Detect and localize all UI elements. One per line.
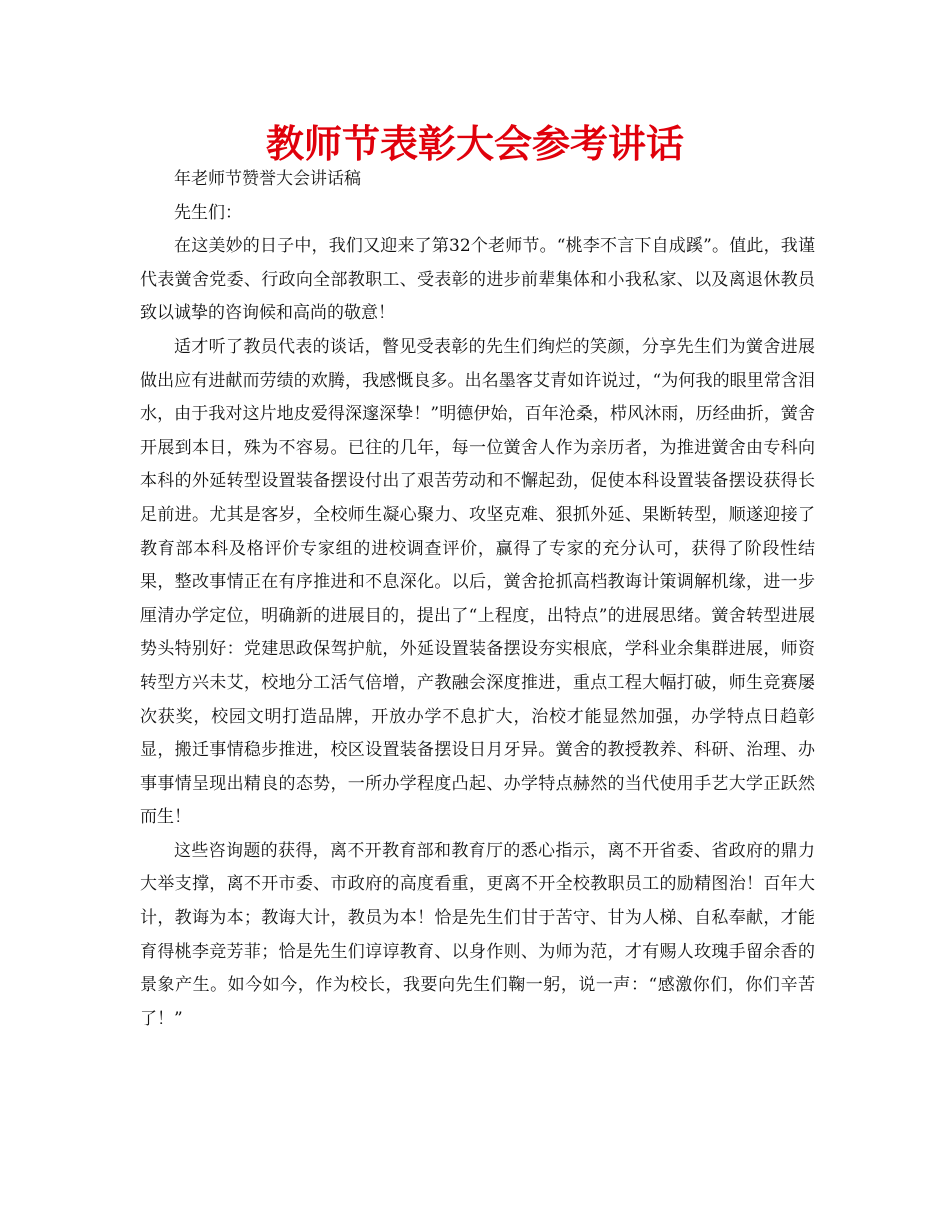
paragraph: 在这美妙的日子中，我们又迎来了第32个老师节。“桃李不言下自成蹊”。值此，我谨代表黉舍党委、行政向全部教职工、受表彰的进步前辈集体和小我私家、以及离退休教员致以诚挚的咨询候和高尚的敬意！ — [140, 236, 815, 324]
subtitle-line: 年老师节赞誉大会讲话稿 — [174, 169, 361, 189]
document-body — [140, 163, 815, 1036]
paragraph: 这些咨询题的获得，离不开教育部和教育厅的悉心指示，离不开省委、省政府的鼎力大举支撑，离不开市委、市政府的高度看重，更离不开全校教职员工的励精图治！百年大计，教诲为本；教诲大计，教员为本！恰是先生们甘于苦守、甘为人梯、自私奉献，才能育得桃李竞芳菲；恰是先生们谆谆教育、以身作则、为师为范，才有赐人玫瑰手留余香的景象产生。如今如今，作为校长，我要向先生们鞠一躬，说一声：“感激你们，你们辛苦了！” — [140, 840, 815, 1029]
salutation: 先生们： — [174, 202, 242, 223]
document-title: 教师节表彰大会参考讲话 — [265, 122, 684, 166]
paragraph: 适才听了教员代表的谈话，瞥见受表彰的先生们绚烂的笑颜，分享先生们为黉舍进展做出应有进献而劳绩的欢腾，我感慨良多。出名墨客艾青如许说过，“为何我的眼里常含泪水，由于我对这片地皮爱得深邃深挚！”明德伊始，百年沧桑，栉风沐雨，历经曲折，黉舍开展到本日，殊为不容易。已往的几年，每一位黉舍人作为亲历者，为推进黉舍由专科向本科的外延转型设置装备摆设付出了艰苦劳动和不懈起劲，促使本科设置装备摆设获得长足前进。尤其是客岁，全校师生凝心聚力、攻坚克难、狠抓外延、果断转型，顺遂迎接了教育部本科及格评价专家组的进校调查评价，赢得了专家的充分认可，获得了阶段性结果，整改事情正在有序推进和不息深化。以后，黉舍抢抓高档教诲计策调解机缘，进一步厘清办学定位，明确新的进展目的，提出了“上程度，出特点”的进展思绪。黉舍转型进展势头特别好：党建思政保驾护航，外延设置装备摆设夯实根底，学科业余集群进展，师资转型方兴未艾，校地分工活气倍增，产教融会深度推进，重点工程大幅打破，师生竞赛屡次获奖，校园文明打造品牌，开放办学不息扩大，治校才能显然加强，办学特点日趋彰显，搬迁事情稳步推进，校区设置装备摆设日月牙异。黉舍的教授教养、科研、治理、办事事情呈现出精良的态势，一所办学程度凸起、办学特点赫然的当代使用手艺大学正跃然而生！ — [140, 336, 815, 828]
